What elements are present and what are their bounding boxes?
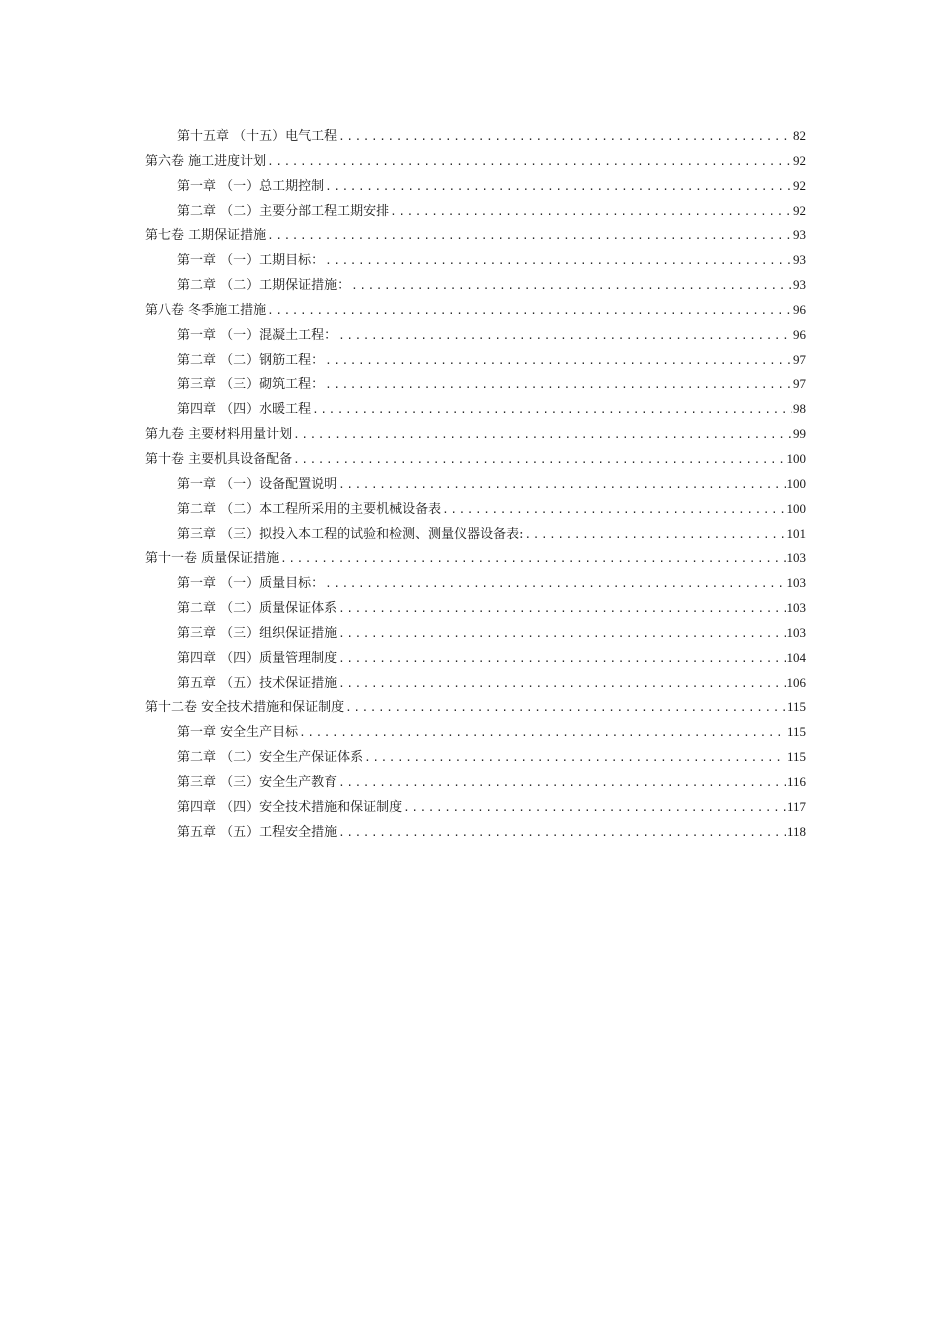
toc-entry-title: 第十二卷 安全技术措施和保证制度: [145, 700, 345, 716]
toc-leader-dots: [403, 796, 786, 821]
toc-entry-page: 93: [793, 252, 806, 268]
toc-entry[interactable]: [145, 745, 806, 770]
toc-entry-title: 第三章 （三）拟投入本工程的试验和检测、测量仪器设备表:: [177, 526, 524, 542]
toc-entry[interactable]: [145, 298, 806, 323]
toc-leader-dots: [338, 821, 786, 846]
toc-entry-title: 第六卷 施工进度计划: [145, 153, 267, 169]
toc-leader-dots: [325, 349, 792, 374]
toc-leader-dots: [338, 771, 786, 796]
toc-leader-dots: [280, 547, 785, 572]
toc-leader-dots: [293, 423, 792, 448]
toc-entry[interactable]: [145, 770, 806, 795]
toc-entry[interactable]: [145, 522, 806, 547]
toc-leader-dots: [267, 150, 792, 175]
toc-entry[interactable]: [145, 720, 806, 745]
toc-entry-title: 第三章 （三）砌筑工程：: [177, 377, 325, 393]
toc-leader-dots: [325, 373, 792, 398]
toc-entry-title: 第一章 （一）总工期控制: [177, 178, 325, 194]
toc-entry-page: 103: [786, 550, 806, 566]
toc-entry-page: 93: [793, 277, 806, 293]
toc-entry-page: 101: [786, 525, 806, 541]
toc-entry[interactable]: [145, 571, 806, 596]
toc-entry-page: 116: [786, 773, 806, 789]
toc-entry-title: 第一章 安全生产目标: [177, 725, 299, 741]
toc-entry-page: 103: [786, 624, 806, 640]
toc-entry[interactable]: [145, 174, 806, 199]
toc-leader-dots: [364, 746, 786, 771]
toc-entry-title: 第一章 （一）设备配置说明: [177, 476, 338, 492]
toc-entry-page: 100: [786, 475, 806, 491]
toc-entry-title: 第一章 （一）混凝土工程：: [177, 327, 338, 343]
toc-entry-page: 106: [786, 674, 806, 690]
toc-entry-title: 第二章 （二）工期保证措施：: [177, 278, 351, 294]
toc-entry-title: 第二章 （二）安全生产保证体系: [177, 750, 364, 766]
toc-entry[interactable]: [145, 820, 806, 845]
toc-entry-page: 100: [786, 500, 806, 516]
toc-entry[interactable]: [145, 273, 806, 298]
toc-entry-page: 97: [793, 376, 806, 392]
toc-entry-title: 第二章 （二）本工程所采用的主要机械设备表: [177, 501, 442, 517]
toc-entry-title: 第二章 （二）钢筋工程：: [177, 352, 325, 368]
toc-entry[interactable]: [145, 695, 806, 720]
toc-entry-title: 第一章 （一）质量目标：: [177, 576, 325, 592]
toc-leader-dots: [338, 473, 785, 498]
toc-entry[interactable]: [145, 497, 806, 522]
toc-leader-dots: [338, 672, 785, 697]
toc-leader-dots: [338, 324, 792, 349]
toc-entry-title: 第十一卷 质量保证措施: [145, 551, 280, 567]
table-of-contents: [145, 124, 806, 844]
toc-entry-title: 第九卷 主要材料用量计划: [145, 427, 293, 443]
toc-entry-title: 第一章 （一）工期目标：: [177, 253, 325, 269]
toc-entry-title: 第三章 （三）组织保证措施: [177, 625, 338, 641]
toc-leader-dots: [351, 274, 792, 299]
toc-entry-page: 98: [793, 401, 806, 417]
toc-entry-page: 117: [786, 798, 806, 814]
toc-entry-page: 97: [793, 351, 806, 367]
toc-leader-dots: [267, 299, 792, 324]
toc-entry-page: 96: [793, 301, 806, 317]
toc-leader-dots: [299, 721, 786, 746]
toc-entry-title: 第十卷 主要机具设备配备: [145, 451, 293, 467]
toc-entry-page: 92: [793, 152, 806, 168]
toc-entry[interactable]: [145, 472, 806, 497]
toc-leader-dots: [338, 647, 785, 672]
toc-leader-dots: [442, 498, 785, 523]
toc-leader-dots: [390, 200, 792, 225]
toc-entry-page: 118: [786, 823, 806, 839]
toc-entry-title: 第五章 （五）技术保证措施: [177, 675, 338, 691]
toc-entry-page: 92: [793, 202, 806, 218]
toc-entry[interactable]: [145, 621, 806, 646]
toc-entry-page: 99: [793, 426, 806, 442]
toc-entry-page: 115: [786, 699, 806, 715]
toc-entry-page: 104: [786, 649, 806, 665]
toc-entry[interactable]: [145, 397, 806, 422]
toc-entry-page: 103: [786, 575, 806, 591]
toc-entry-title: 第七卷 工期保证措施: [145, 228, 267, 244]
toc-entry[interactable]: [145, 546, 806, 571]
toc-entry-page: 82: [793, 128, 806, 143]
toc-entry[interactable]: [145, 223, 806, 248]
toc-entry[interactable]: [145, 199, 806, 224]
toc-leader-dots: [312, 398, 792, 423]
toc-entry[interactable]: [145, 348, 806, 373]
toc-entry-page: 103: [786, 600, 806, 616]
toc-entry[interactable]: [145, 795, 806, 820]
toc-entry-page: 115: [786, 724, 806, 740]
toc-entry-title: 第四章 （四）质量管理制度: [177, 650, 338, 666]
toc-entry[interactable]: [145, 422, 806, 447]
toc-entry-title: 第四章 （四）安全技术措施和保证制度: [177, 799, 403, 815]
toc-entry-title: 第二章 （二）主要分部工程工期安排: [177, 203, 390, 219]
toc-leader-dots: [325, 572, 785, 597]
toc-entry-page: 115: [786, 749, 806, 765]
toc-entry[interactable]: [145, 372, 806, 397]
toc-entry[interactable]: [145, 124, 806, 149]
toc-entry-title: 第十五章 （十五）电气工程: [177, 129, 338, 144]
toc-leader-dots: [338, 597, 785, 622]
toc-entry-title: 第八卷 冬季施工措施: [145, 302, 267, 318]
toc-leader-dots: [325, 249, 792, 274]
toc-entry[interactable]: [145, 248, 806, 273]
toc-leader-dots: [345, 696, 786, 721]
toc-leader-dots: [267, 224, 792, 249]
toc-entry[interactable]: [145, 671, 806, 696]
toc-leader-dots: [338, 125, 792, 150]
toc-entry-page: 92: [793, 177, 806, 193]
toc-entry[interactable]: [145, 323, 806, 348]
toc-entry[interactable]: [145, 596, 806, 621]
toc-leader-dots: [525, 523, 786, 548]
toc-entry-page: 96: [793, 326, 806, 342]
toc-entry[interactable]: [145, 149, 806, 174]
toc-entry-title: 第五章 （五）工程安全措施: [177, 824, 338, 840]
toc-leader-dots: [325, 175, 792, 200]
toc-entry-page: 100: [786, 450, 806, 466]
toc-entry[interactable]: [145, 447, 806, 472]
toc-entry[interactable]: [145, 646, 806, 671]
toc-entry-title: 第三章 （三）安全生产教育: [177, 774, 338, 790]
toc-entry-page: 93: [793, 227, 806, 243]
toc-entry-title: 第二章 （二）质量保证体系: [177, 601, 338, 617]
toc-leader-dots: [293, 448, 785, 473]
toc-entry-title: 第四章 （四）水暖工程: [177, 402, 312, 418]
toc-leader-dots: [338, 622, 785, 647]
